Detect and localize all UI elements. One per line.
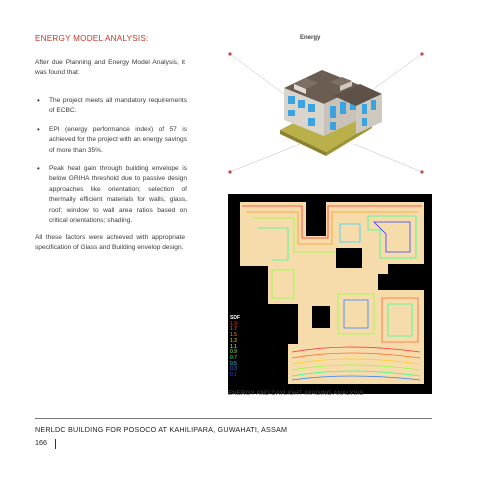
legend-values (230, 322, 240, 379)
sdf-legend (230, 316, 240, 379)
finding-item: • The project meets all mandatory requirements of ECBC. (35, 96, 187, 117)
energy-model-figure (222, 32, 432, 198)
intro-paragraph: After due Planning and Energy Model Analysis, it was found that: (35, 59, 185, 76)
legend-value: 0.7 (230, 354, 237, 361)
finding-item: • Peak heat gain through building envelope is below GRIHA threshold due to passive design approaches like orientation; selection of thermally efficient materials for walls, glass, roof; window to wall area ratios based on critical orientations; shading. (35, 164, 187, 226)
footer-rule (35, 418, 432, 419)
model-title: Energy (300, 35, 321, 41)
legend-value: 1.1 (230, 343, 237, 350)
legend-value: 0.3 (230, 366, 237, 373)
figure-caption: ENERGY AND DAYLIGHT IMAGING ANALYSIS (228, 390, 364, 397)
legend-value: 1.7 (230, 326, 237, 333)
legend-value: 1.3 (230, 337, 237, 344)
energy-model-illustration (222, 32, 432, 198)
footer-title: NERLDC BUILDING FOR POSOCO AT KAHILIPARA, GUWAHATI, ASSAM (35, 425, 288, 434)
legend-value: 0.9 (230, 349, 237, 356)
page-number: 166 (35, 438, 47, 447)
legend-value: 0.5 (230, 360, 237, 367)
finding-item: • EPI (energy performance index) of 57 is achieved for the project with an energy savings of more than 35%. (35, 125, 187, 156)
closing-paragraph: All these factors were achieved with appropriate specification of Glass and Building envelop design. (35, 234, 185, 252)
page-divider (55, 439, 56, 449)
daylight-plan-illustration (228, 194, 432, 394)
daylight-analysis-figure (228, 194, 432, 394)
section-heading: ENERGY MODEL ANALYSIS: (35, 34, 149, 43)
legend-value: 1.5 (230, 332, 237, 339)
legend-value: 1.9 (230, 320, 237, 327)
findings-list (35, 96, 187, 234)
legend-title: SDF (230, 315, 240, 321)
legend-value: 0.1 (230, 372, 237, 379)
